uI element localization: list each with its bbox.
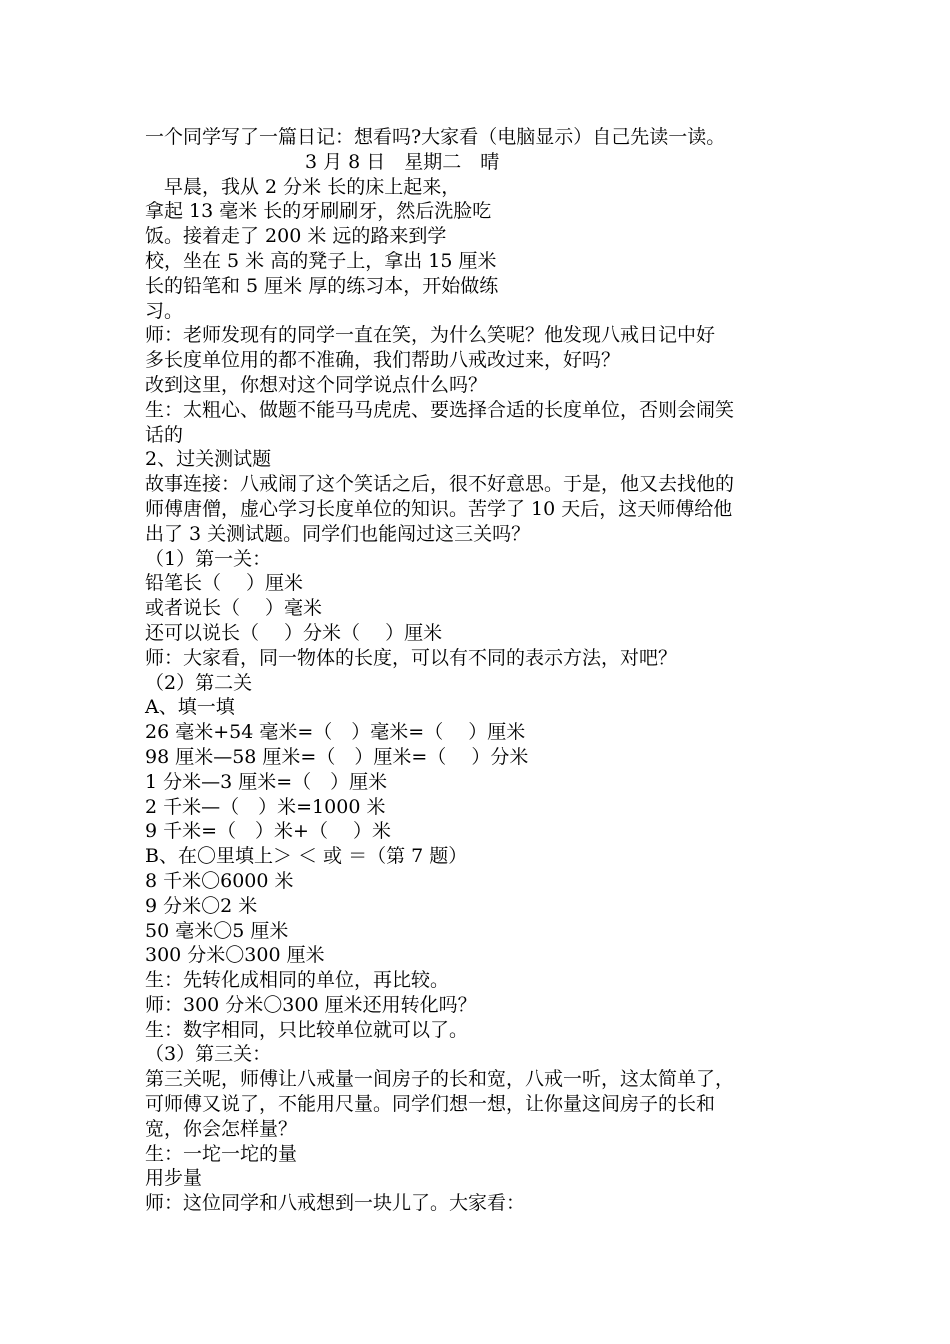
student-line-continued: 话的 [145,423,184,446]
level-three-heading: （3）第三关： [145,1043,272,1066]
teacher-line: 师：老师发现有的同学一直在笑，为什么笑呢？他发现八戒日记中好 [145,324,716,347]
student-line: 生：一坨一坨的量 [145,1142,298,1165]
diary-line: 校，坐在 5 米 高的凳子上，拿出 15 厘米 [145,249,497,272]
story-line: 师傅唐僧，虚心学习长度单位的知识。苦学了 10 天后，这天师傅给他 [145,497,733,520]
comparison-line: 300 分米〇300 厘米 [145,944,325,967]
exercise-line: 2 千米—（ ）米=1000 米 [145,795,386,818]
section-heading: 2、过关测试题 [145,448,272,471]
story-line: 出了 3 关测试题。同学们也能闯过这三关吗？ [145,522,531,545]
teacher-line-continued: 多长度单位用的都不准确，我们帮助八戒改过来，好吗？ [145,349,621,372]
story-line: 第三关呢，师傅让八戒量一间房子的长和宽，八戒一听，这太简单了， [145,1068,735,1091]
diary-line: 饭。接着走了 200 米 远的路来到学 [145,225,447,248]
diary-line: 长的铅笔和 5 厘米 厚的练习本，开始做练 [145,274,499,297]
teacher-line: 师：300 分米〇300 厘米还用转化吗？ [145,993,477,1016]
story-line: 宽，你会怎样量？ [145,1117,298,1140]
exercise-line: 98 厘米—58 厘米=（ ）厘米=（ ）分米 [145,745,529,768]
subsection-heading: B、在〇里填上＞ ＜ 或 ＝（第 7 题） [145,845,468,868]
level-two-heading: （2）第二关 [145,671,253,694]
exercise-line: 或者说长（ ）毫米 [145,597,323,620]
document-body [145,125,815,1216]
story-line: 可师傅又说了，不能用尺量。同学们想一想，让你量这间房子的长和 [145,1093,716,1116]
exercise-line: 26 毫米+54 毫米=（ ）毫米=（ ）厘米 [145,721,526,744]
exercise-line: 铅笔长（ ）厘米 [145,572,304,595]
intro-line: 一个同学写了一篇日记：想看吗?大家看（电脑显示）自己先读一读。 [145,126,726,148]
student-line: 生：数字相同，只比较单位就可以了。 [145,1018,469,1041]
exercise-line: 1 分米—3 厘米=（ ）厘米 [145,770,388,793]
answer-line: 用步量 [145,1167,203,1190]
question-line: 改到这里，你想对这个同学说点什么吗？ [145,373,488,396]
story-line: 故事连接：八戒闹了这个笑话之后，很不好意思。于是，他又去找他的 [145,473,735,496]
exercise-line: 还可以说长（ ）分米（ ）厘米 [145,621,443,644]
level-one-heading: （1）第一关： [145,547,272,570]
comparison-line: 50 毫米〇5 厘米 [145,919,289,942]
student-line: 生：先转化成相同的单位，再比较。 [145,969,450,992]
teacher-line: 师：大家看，同一物体的长度，可以有不同的表示方法，对吧？ [145,646,678,669]
student-line: 生：太粗心、做题不能马马虎虎、要选择合适的长度单位，否则会闹笑 [145,398,735,421]
diary-line: 早晨，我从 2 分米 长的床上起来， [145,175,461,198]
teacher-line: 师：这位同学和八戒想到一块儿了。大家看： [145,1192,526,1215]
diary-line: 拿起 13 毫米 长的牙刷刷牙，然后洗脸吃 [145,200,492,223]
comparison-line: 8 千米〇6000 米 [145,869,294,892]
diary-date-line: 3 月 8 日 星期二 晴 [305,150,500,173]
diary-line: 习。 [145,299,184,322]
subsection-heading: A、填一填 [145,696,235,719]
comparison-line: 9 分米〇2 米 [145,894,258,917]
exercise-line: 9 千米=（ ）米+（ ）米 [145,820,392,843]
